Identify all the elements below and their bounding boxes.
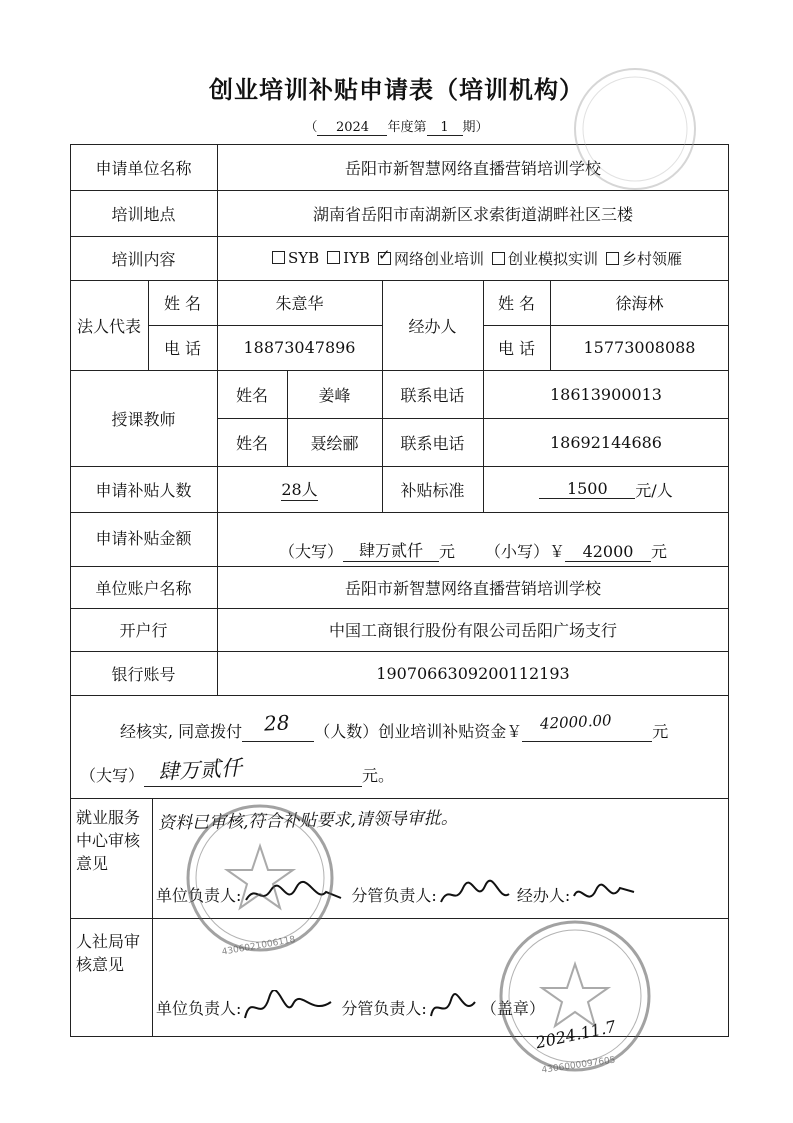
option-network (370, 245, 485, 269)
count-value: 28人 (281, 477, 317, 501)
option-label: IYB (343, 249, 370, 267)
employment-center-stamp (170, 798, 350, 958)
legal-rep-phone: 18873047896 (243, 338, 356, 357)
faint-seal (560, 64, 710, 194)
hrss-deputy-label: 分管负责人: (341, 998, 427, 1018)
approval-upper-label: （大写） (80, 765, 145, 785)
teacher-phone: 18613900013 (550, 384, 662, 404)
option-label: 乡村领雁 (622, 249, 683, 268)
approval-prefix: 经核实, 同意拨付 (120, 721, 243, 741)
checkbox-icon (492, 252, 505, 265)
bank-label: 开户行 (119, 621, 168, 640)
approval-count-field (242, 709, 314, 742)
row-divider (70, 798, 729, 799)
amount-cell (217, 512, 729, 566)
hrss-unit-head-signature (241, 990, 341, 1024)
applicant-label: 申请单位名称 (95, 158, 192, 178)
employment-opinion-handwritten: 资料已审核,符合补贴要求,请领导审批。 (157, 808, 459, 834)
approval-mid: （人数）创业培训补贴资金￥ (314, 721, 523, 741)
amount-label: 申请补贴金额 (95, 529, 192, 548)
checkbox-icon (272, 251, 285, 264)
handler-signature (570, 878, 640, 910)
approval-amount-field (522, 710, 652, 742)
amount-upper-label: （大写） (278, 542, 343, 561)
option-iyb (319, 249, 370, 267)
period-suffix: 期） (462, 120, 489, 135)
period-open: （ (304, 120, 318, 135)
account-name-label: 单位账户名称 (95, 578, 192, 598)
row-divider (70, 695, 729, 696)
handler-label: 经办人 (408, 316, 457, 336)
amount-upper-value: 肆万贰仟 (343, 538, 439, 562)
count-cell (217, 466, 382, 512)
legal-rep-name-label: 姓 名 (163, 294, 202, 313)
approval-unit: 元 (652, 721, 669, 741)
applicant-value: 岳阳市新智慧网络直播营销培训学校 (344, 158, 601, 178)
teachers-label: 授课教师 (111, 409, 176, 429)
handler-label: 经办人: (516, 885, 571, 905)
amount-unit: 元 (438, 542, 455, 561)
unit-head-label: 单位负责人: (156, 885, 242, 905)
deputy-signature (437, 878, 517, 910)
handler-name-label: 姓 名 (497, 294, 536, 313)
standard-unit: 元/人 (635, 480, 673, 500)
checkbox-icon (327, 251, 340, 264)
teacher-name: 聂绘郦 (310, 433, 359, 453)
option-label: SYB (287, 249, 320, 267)
account-no-value: 1907066309200112193 (376, 663, 570, 683)
standard-label: 补贴标准 (400, 480, 465, 500)
employment-center-label: 就业服务中心审核意见 (76, 808, 141, 873)
form-title: 创业培训补贴申请表（培训机构） (209, 76, 584, 104)
period-year: 2024 (317, 120, 387, 136)
amount-unit: 元 (651, 542, 668, 561)
checkbox-checked-icon (378, 245, 391, 265)
account-no-label: 银行账号 (111, 664, 176, 684)
approval-line-2 (80, 756, 480, 792)
hrss-date-handwritten: 2024.11.7 (533, 1016, 618, 1053)
employment-stamp-number: 4306021006118 (221, 934, 297, 958)
legal-rep-label: 法人代表 (76, 316, 141, 336)
hrss-stamp (480, 916, 670, 1076)
hrss-stamp-number: 4306000097605 (541, 1055, 617, 1076)
amount-lower-label: （小写）￥ (485, 542, 566, 561)
approval-upper-unit: 元。 (362, 765, 395, 785)
location-label: 培训地点 (111, 204, 176, 224)
hrss-label: 人社局审核意见 (76, 932, 141, 974)
handler-phone-label: 电 话 (497, 339, 536, 358)
count-label: 申请补贴人数 (95, 480, 192, 500)
teacher-phone: 18692144686 (550, 432, 662, 452)
option-label: 网络创业培训 (394, 249, 485, 268)
checkbox-icon (606, 252, 619, 265)
hrss-deputy-signature (427, 990, 481, 1024)
bank-value: 中国工商银行股份有限公司岳阳广场支行 (328, 621, 617, 640)
amount-lower-value: 42000 (565, 542, 651, 562)
option-rural (598, 248, 682, 269)
period-year-suffix: 年度第 (387, 120, 427, 135)
approval-count-handwritten: 28 (263, 709, 291, 736)
standard-cell (483, 466, 729, 512)
check-mark-icon: ✓ (378, 245, 391, 264)
option-simulation (484, 248, 598, 269)
teacher-phone-label: 联系电话 (400, 385, 465, 405)
legal-rep-phone-label: 电 话 (163, 339, 202, 358)
deputy-label: 分管负责人: (351, 885, 437, 905)
option-syb (264, 249, 319, 267)
location-value: 湖南省岳阳市南湖新区求索街道湖畔社区三楼 (312, 204, 633, 224)
approval-amount-handwritten: 42000.00 (539, 710, 613, 733)
standard-value: 1500 (539, 479, 635, 499)
legal-rep-name: 朱意华 (275, 294, 324, 313)
content-label: 培训内容 (111, 249, 176, 269)
approval-line-1 (120, 709, 725, 748)
teacher-name-label: 姓名 (235, 433, 268, 453)
content-options (217, 236, 729, 280)
col-divider (152, 798, 153, 1037)
account-name-value: 岳阳市新智慧网络直播营销培训学校 (344, 578, 601, 598)
teacher-name-label: 姓名 (235, 385, 268, 405)
handler-phone: 15773008088 (583, 338, 696, 357)
approval-upper-field (144, 755, 362, 787)
teacher-phone-label: 联系电话 (400, 433, 465, 453)
approval-upper-handwritten: 肆万贰仟 (157, 755, 243, 784)
handler-name: 徐海林 (615, 294, 664, 313)
hrss-seal-label: （盖章） (480, 998, 545, 1018)
teacher-name: 姜峰 (318, 385, 351, 405)
option-label: 创业模拟实训 (508, 249, 599, 268)
period-number: 1 (427, 120, 463, 136)
hrss-unit-head-label: 单位负责人: (156, 998, 242, 1018)
